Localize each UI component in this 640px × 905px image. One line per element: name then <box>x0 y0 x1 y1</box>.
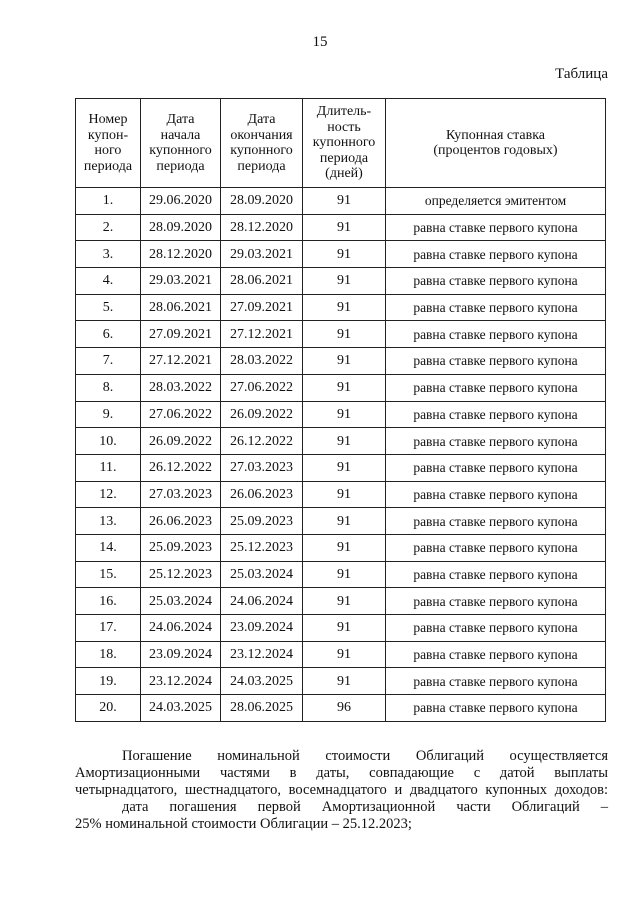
end-date-cell: 25.09.2023 <box>221 508 303 535</box>
coupon-rate-cell: равна ставке первого купона <box>386 454 606 481</box>
table-row <box>76 214 606 241</box>
duration-cell: 91 <box>303 588 386 615</box>
period-number-cell: 14. <box>76 534 141 561</box>
column-header-line: Длитель- <box>316 104 372 120</box>
coupon-rate-cell: определяется эмитентом <box>386 188 606 215</box>
end-date-cell: 28.12.2020 <box>221 214 303 241</box>
paragraph-line: Погашение номинальной стоимости Облигаций осуществляется <box>122 748 608 764</box>
period-number-cell: 9. <box>76 401 141 428</box>
table-row <box>76 668 606 695</box>
duration-cell: 91 <box>303 401 386 428</box>
period-number-cell: 3. <box>76 241 141 268</box>
duration-cell: 91 <box>303 508 386 535</box>
coupon-rate-cell: равна ставке первого купона <box>386 374 606 401</box>
duration-cell: 91 <box>303 481 386 508</box>
table-row <box>76 508 606 535</box>
coupon-rate-cell: равна ставке первого купона <box>386 615 606 642</box>
start-date-cell: 28.09.2020 <box>141 214 221 241</box>
paragraph-line: 25% номинальной стоимости Облигации – 25.12.2023; <box>75 816 412 832</box>
period-number-cell: 2. <box>76 214 141 241</box>
start-date-cell: 27.03.2023 <box>141 481 221 508</box>
end-date-cell: 23.12.2024 <box>221 641 303 668</box>
table-row <box>76 588 606 615</box>
coupon-rate-cell: равна ставке первого купона <box>386 695 606 722</box>
table-row <box>76 481 606 508</box>
start-date-cell: 29.06.2020 <box>141 188 221 215</box>
end-date-cell: 23.09.2024 <box>221 615 303 642</box>
column-header-line: периода <box>319 150 369 166</box>
page-number: 15 <box>312 34 328 50</box>
coupon-rate-cell: равна ставке первого купона <box>386 508 606 535</box>
period-number-cell: 17. <box>76 615 141 642</box>
period-number-cell: 18. <box>76 641 141 668</box>
start-date-cell: 26.09.2022 <box>141 428 221 455</box>
coupon-rate-cell: равна ставке первого купона <box>386 534 606 561</box>
start-date-cell: 28.12.2020 <box>141 241 221 268</box>
column-header-line: (дней) <box>325 166 363 182</box>
coupon-rate-cell: равна ставке первого купона <box>386 321 606 348</box>
end-date-cell: 26.09.2022 <box>221 401 303 428</box>
end-date-cell: 27.03.2023 <box>221 454 303 481</box>
column-header-line: ность <box>327 119 361 135</box>
duration-cell: 91 <box>303 561 386 588</box>
start-date-cell: 27.12.2021 <box>141 348 221 375</box>
column-header-line: Дата <box>247 112 276 127</box>
coupon-rate-cell: равна ставке первого купона <box>386 214 606 241</box>
duration-cell: 91 <box>303 374 386 401</box>
end-date-cell: 27.12.2021 <box>221 321 303 348</box>
start-date-cell: 23.09.2024 <box>141 641 221 668</box>
coupon-rate-cell: равна ставке первого купона <box>386 641 606 668</box>
duration-cell: 91 <box>303 241 386 268</box>
table-row <box>76 534 606 561</box>
table-row <box>76 241 606 268</box>
amortization-text <box>75 748 608 833</box>
start-date-cell: 27.09.2021 <box>141 321 221 348</box>
table-row <box>76 374 606 401</box>
period-number-cell: 6. <box>76 321 141 348</box>
end-date-cell: 28.09.2020 <box>221 188 303 215</box>
end-date-cell: 25.12.2023 <box>221 534 303 561</box>
column-header-line: купон- <box>87 127 129 143</box>
period-number-cell: 19. <box>76 668 141 695</box>
duration-cell: 91 <box>303 294 386 321</box>
end-date-cell: 26.12.2022 <box>221 428 303 455</box>
coupon-rate-cell: равна ставке первого купона <box>386 294 606 321</box>
duration-cell: 91 <box>303 615 386 642</box>
coupon-rate-cell: равна ставке первого купона <box>386 348 606 375</box>
column-header-line: периода <box>83 158 133 174</box>
duration-cell: 91 <box>303 428 386 455</box>
start-date-cell: 25.09.2023 <box>141 534 221 561</box>
column-header-line: ного <box>94 143 122 158</box>
column-header <box>141 99 221 188</box>
column-header-line: периода <box>156 158 205 174</box>
duration-cell: 91 <box>303 534 386 561</box>
table-row <box>76 615 606 642</box>
period-number-cell: 5. <box>76 294 141 321</box>
column-header <box>386 99 606 188</box>
start-date-cell: 24.03.2025 <box>141 695 221 722</box>
duration-cell: 91 <box>303 348 386 375</box>
table-row <box>76 695 606 722</box>
duration-cell: 91 <box>303 188 386 215</box>
table-row <box>76 454 606 481</box>
duration-cell: 91 <box>303 268 386 295</box>
end-date-cell: 25.03.2024 <box>221 561 303 588</box>
end-date-cell: 28.06.2021 <box>221 268 303 295</box>
table-row <box>76 268 606 295</box>
column-header-line: купонного <box>230 143 293 158</box>
coupon-rate-cell: равна ставке первого купона <box>386 401 606 428</box>
period-number-cell: 20. <box>76 695 141 722</box>
column-header-line: периода <box>237 158 286 174</box>
table-row <box>76 401 606 428</box>
end-date-cell: 24.03.2025 <box>221 668 303 695</box>
table-row <box>76 641 606 668</box>
period-number-cell: 15. <box>76 561 141 588</box>
table-row <box>76 561 606 588</box>
column-header-line: Номер <box>88 112 128 127</box>
coupon-rate-cell: равна ставке первого купона <box>386 241 606 268</box>
start-date-cell: 26.06.2023 <box>141 508 221 535</box>
start-date-cell: 25.12.2023 <box>141 561 221 588</box>
duration-cell: 91 <box>303 454 386 481</box>
end-date-cell: 29.03.2021 <box>221 241 303 268</box>
paragraph-line: дата погашения первой Амортизационной части Облигаций – <box>122 799 608 815</box>
end-date-cell: 28.03.2022 <box>221 348 303 375</box>
coupon-rate-cell: равна ставке первого купона <box>386 268 606 295</box>
start-date-cell: 27.06.2022 <box>141 401 221 428</box>
table-row <box>76 348 606 375</box>
column-header <box>221 99 303 188</box>
coupon-rate-cell: равна ставке первого купона <box>386 668 606 695</box>
column-header-line: начала <box>160 127 201 143</box>
period-number-cell: 4. <box>76 268 141 295</box>
start-date-cell: 28.03.2022 <box>141 374 221 401</box>
coupon-rate-cell: равна ставке первого купона <box>386 561 606 588</box>
column-header-line: Дата <box>166 112 195 127</box>
start-date-cell: 23.12.2024 <box>141 668 221 695</box>
start-date-cell: 28.06.2021 <box>141 294 221 321</box>
paragraph-line: Амортизационными частями в даты, совпадающие с датой выплаты <box>75 765 608 781</box>
end-date-cell: 28.06.2025 <box>221 695 303 722</box>
coupon-rate-cell: равна ставке первого купона <box>386 481 606 508</box>
duration-cell: 91 <box>303 214 386 241</box>
end-date-cell: 26.06.2023 <box>221 481 303 508</box>
table-header-row <box>76 99 606 188</box>
coupon-schedule-table <box>75 98 606 722</box>
start-date-cell: 26.12.2022 <box>141 454 221 481</box>
table-row <box>76 428 606 455</box>
period-number-cell: 8. <box>76 374 141 401</box>
column-header-line: окончания <box>230 127 293 143</box>
end-date-cell: 27.09.2021 <box>221 294 303 321</box>
period-number-cell: 7. <box>76 348 141 375</box>
period-number-cell: 11. <box>76 454 141 481</box>
period-number-cell: 13. <box>76 508 141 535</box>
column-header <box>76 99 141 188</box>
coupon-rate-cell: равна ставке первого купона <box>386 428 606 455</box>
end-date-cell: 27.06.2022 <box>221 374 303 401</box>
period-number-cell: 12. <box>76 481 141 508</box>
column-header-line: Купонная ставка <box>445 127 546 143</box>
table-row <box>76 321 606 348</box>
table-caption: Таблица <box>555 66 608 82</box>
column-header-line: (процентов годовых) <box>433 143 558 158</box>
period-number-cell: 16. <box>76 588 141 615</box>
column-header-line: купонного <box>149 143 212 158</box>
table-body <box>76 188 606 722</box>
duration-cell: 96 <box>303 695 386 722</box>
start-date-cell: 29.03.2021 <box>141 268 221 295</box>
column-header <box>303 99 386 188</box>
table-row <box>76 294 606 321</box>
start-date-cell: 24.06.2024 <box>141 615 221 642</box>
coupon-rate-cell: равна ставке первого купона <box>386 588 606 615</box>
table-row <box>76 188 606 215</box>
paragraph-line: четырнадцатого, шестнадцатого, восемнадцатого и двадцатого купонных доходов: <box>75 782 608 798</box>
period-number-cell: 10. <box>76 428 141 455</box>
start-date-cell: 25.03.2024 <box>141 588 221 615</box>
period-number-cell: 1. <box>76 188 141 215</box>
duration-cell: 91 <box>303 321 386 348</box>
duration-cell: 91 <box>303 641 386 668</box>
duration-cell: 91 <box>303 668 386 695</box>
end-date-cell: 24.06.2024 <box>221 588 303 615</box>
column-header-line: купонного <box>312 135 376 151</box>
